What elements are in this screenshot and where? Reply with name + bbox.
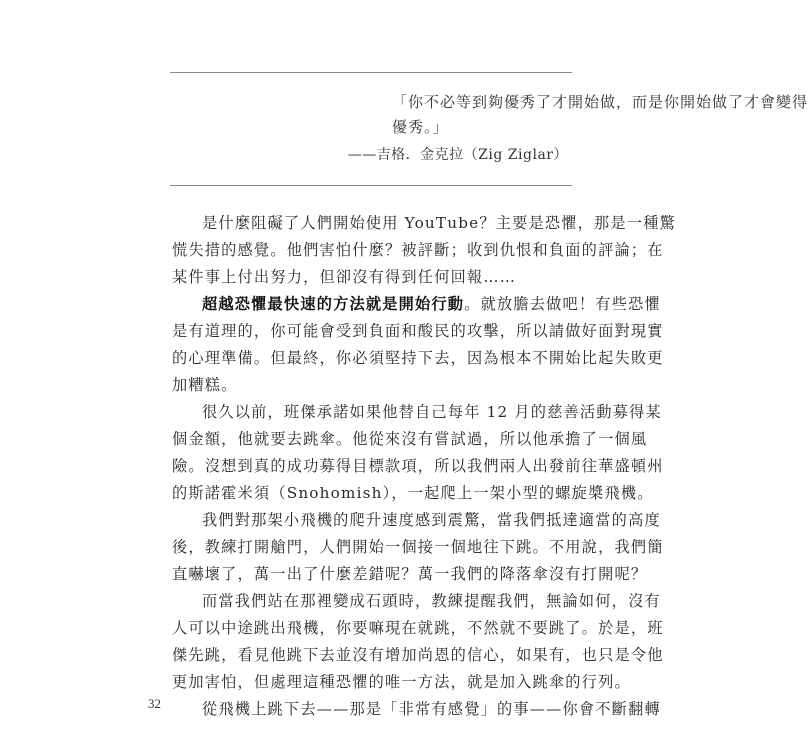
paragraph-line: 是什麼阻礙了人們開始使用 YouTube？主要是恐懼，那是一種驚 xyxy=(202,214,676,232)
paragraph-line: 人可以中途跳出飛機，你要嘛現在就跳，不然就不要跳了。於是，班 xyxy=(172,619,664,637)
paragraph-line: 更加害怕，但處理這種恐懼的唯一方法，就是加入跳傘的行列。 xyxy=(172,673,631,691)
top-divider xyxy=(170,72,572,73)
bold-key-phrase: 超越恐懼最快速的方法就是開始行動 xyxy=(202,295,465,313)
paragraph-line: 傑先跳，看見他跳下去並沒有增加尚恩的信心，如果有，也只是令他 xyxy=(172,646,664,664)
paragraph-line: 的心理準備。但最終，你必須堅持下去，因為根本不開始比起失敗更 xyxy=(172,349,664,367)
paragraph-line: 我們對那架小飛機的爬升速度感到震驚，當我們抵達適當的高度 xyxy=(202,511,661,529)
paragraph-line: 加糟糕。 xyxy=(172,376,238,394)
bold-lead-tail: 。就放膽去做吧！有些恐懼 xyxy=(464,295,661,313)
bottom-divider xyxy=(170,185,572,186)
paragraph-line: 很久以前，班傑承諾如果他替自己每年 12 月的慈善活動募得某 xyxy=(202,403,662,421)
paragraph-line-bold-lead xyxy=(172,291,661,318)
epigraph xyxy=(196,90,808,175)
paragraph-line: 直嚇壞了，萬一出了什麼差錯呢？萬一我們的降落傘沒有打開呢？ xyxy=(172,565,648,583)
paragraph-line: 個金額，他就要去跳傘。他從來沒有嘗試過，所以他承擔了一個風 xyxy=(172,430,648,448)
body-text xyxy=(172,210,676,723)
epigraph-line-1: 「你不必等到夠優秀了才開始做，而是你開始做了才會變得 xyxy=(392,93,808,111)
paragraph-line: 從飛機上跳下去——那是「非常有感覺」的事——你會不斷翻轉 xyxy=(202,700,661,718)
paragraph-line: 的斯諾霍米須（Snohomish），一起爬上一架小型的螺旋槳飛機。 xyxy=(172,484,654,502)
paragraph-line: 是有道理的，你可能會受到負面和酸民的攻擊，所以請做好面對現實 xyxy=(172,322,664,340)
paragraph-line: 後，教練打開艙門，人們開始一個接一個地往下跳。不用說，我們簡 xyxy=(172,538,664,556)
paragraph-line: 而當我們站在那裡變成石頭時，教練提醒我們，無論如何，沒有 xyxy=(202,592,661,610)
paragraph-line: 險。沒想到真的成功募得目標款項，所以我們兩人出發前往華盛頓州 xyxy=(172,457,664,475)
paragraph-line: 慌失措的感覺。他們害怕什麼？被評斷；收到仇恨和負面的評論；在 xyxy=(172,241,664,259)
epigraph-attribution: ——吉格．金克拉（Zig Ziglar） xyxy=(347,147,568,163)
page-number: 32 xyxy=(148,696,161,711)
epigraph-line-2: 優秀。」 xyxy=(392,118,449,136)
paragraph-line: 某件事上付出努力，但卻沒有得到任何回報…… xyxy=(172,268,517,286)
